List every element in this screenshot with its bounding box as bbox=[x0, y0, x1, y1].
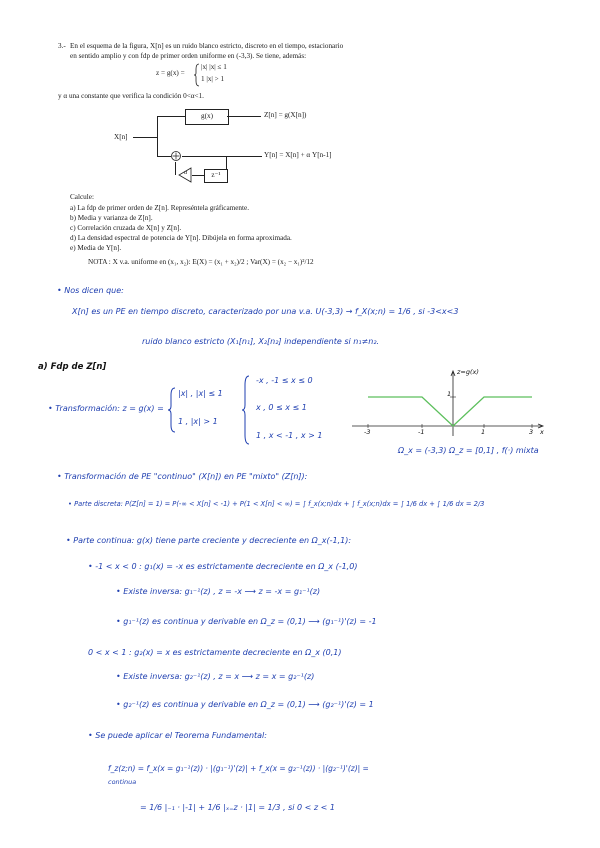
item-c: c) Correlación cruzada de X[n] y Z[n]. bbox=[70, 224, 182, 232]
case-b2: x , 0 ≤ x ≤ 1 bbox=[256, 403, 307, 412]
item-b: b) Media y varianza de Z[n]. bbox=[70, 214, 153, 222]
item-a: a) La fdp de primer orden de Z[n]. Represéntela gráficamente. bbox=[70, 204, 249, 212]
graph-tick-3: 3 bbox=[529, 428, 534, 436]
case-a2: 1 , |x| > 1 bbox=[178, 417, 218, 426]
problem-line-3: y α una constante que verifica la condición 0<α<1. bbox=[58, 92, 204, 100]
transfer-text: • Transformación de PE "continuo" (X[n]) en PE "mixto" (Z[n]): bbox=[57, 472, 308, 481]
output-2-label: Y[n] = X[n] + α Y[n-1] bbox=[264, 151, 332, 159]
case1-head: • -1 < x < 0 : g₁(x) = -x es estrictamente decreciente en Ω_x (-1,0) bbox=[88, 562, 358, 571]
nota: NOTA : X v.a. uniforme en (x₁, x₂): E(X) = (x₁ + x₂)/2 ; Var(X) = (x₂ − x₁)²/12 bbox=[88, 258, 314, 266]
transform-label: • Transformación: z = g(x) = bbox=[48, 404, 164, 413]
input-label: X[n] bbox=[114, 133, 128, 141]
gfunc-lhs: z = g(x) = bbox=[156, 69, 185, 77]
domains: Ω_x = (-3,3) Ω_z = [0,1] , f(·) mixta bbox=[398, 446, 539, 455]
item-e: e) Media de Y[n]. bbox=[70, 244, 122, 252]
case2-inverse: • Existe inversa: g₂⁻¹(z) , z = x ⟶ z = x = g₂⁻¹(z) bbox=[116, 672, 315, 681]
graph-tick-m3: -3 bbox=[364, 428, 371, 436]
problem-line-1: En el esquema de la figura, X[n] es un ruido blanco estricto, discreto en el tiempo, estacionario bbox=[70, 42, 344, 50]
graph-tick-m1: -1 bbox=[418, 428, 425, 436]
x-description: X[n] es un PE en tiempo discreto, caracterizado por una v.a. U(-3,3) → f_X(x;n) = 1/6 , si -3<x<3 bbox=[72, 307, 459, 316]
graph-ylabel: z=g(x) bbox=[457, 368, 479, 376]
problem-line-2: en sentido amplio y con fdp de primer orden uniforme en (-3,3). Se tiene, además: bbox=[70, 52, 307, 60]
brace-b bbox=[242, 375, 250, 445]
adder-node bbox=[170, 150, 182, 162]
case2-head: 0 < x < 1 : g₂(x) = x es estrictamente decreciente en Ω_x (0,1) bbox=[88, 648, 342, 657]
alpha-label: α bbox=[184, 170, 188, 176]
part-a-heading: a) Fdp de Z[n] bbox=[38, 362, 107, 372]
graph-tick-y1: 1 bbox=[447, 390, 452, 398]
problem-number: 3.- bbox=[58, 42, 66, 50]
fz-result: = 1/6 |₋₁ · |-1| + 1/6 |ₓ₌z · |1| = 1/3 , si 0 < z < 1 bbox=[140, 803, 335, 812]
item-d: d) La densidad espectral de potencia de Y[n]. Dibújela en forma aproximada. bbox=[70, 234, 292, 242]
x-description-2: ruido blanco estricto (X₁[n₁], X₂[n₂] independiente si n₁≠n₂. bbox=[142, 337, 380, 346]
block-diagram bbox=[108, 106, 378, 186]
calcule-label: Calcule: bbox=[70, 193, 94, 201]
delay-block: z⁻¹ bbox=[204, 169, 228, 183]
discrete-part: • Parte discreta: P(Z[n] = 1) = P(-∞ < X[n] < -1) + P(1 < X[n] < ∞) = ∫ f_x(x;n)dx + ∫ f_x(x;n)dx = ∫ 1/6 dx + ∫ 1/6 dx = 2/3 bbox=[68, 500, 485, 508]
case1-inverse: • Existe inversa: g₁⁻¹(z) , z = -x ⟶ z = -x = g₁⁻¹(z) bbox=[116, 587, 321, 596]
g-block: g(x) bbox=[185, 109, 229, 125]
case-b1: -x , -1 ≤ x ≤ 0 bbox=[256, 376, 313, 385]
case2-derivative: • g₂⁻¹(z) es continua y derivable en Ω_z = (0,1) ⟶ (g₂⁻¹)'(z) = 1 bbox=[116, 700, 374, 709]
gfunc-brace bbox=[194, 63, 200, 87]
graph-xlabel: x bbox=[540, 428, 544, 436]
problem-statement bbox=[58, 42, 378, 274]
theorem-text: • Se puede aplicar el Teorema Fundamental: bbox=[88, 731, 267, 740]
gfunc-case-2: 1 |x| > 1 bbox=[201, 75, 225, 83]
output-1-label: Z[n] = g(X[n]) bbox=[264, 111, 307, 119]
fz-note: continua bbox=[108, 778, 137, 786]
case-b3: 1 , x < -1 , x > 1 bbox=[256, 431, 323, 440]
intro-text: • Nos dicen que: bbox=[57, 286, 124, 295]
continuous-part: • Parte continua: g(x) tiene parte creciente y decreciente en Ω_x(-1,1): bbox=[66, 536, 352, 545]
g-graph bbox=[350, 368, 550, 438]
fz-formula: f_z(z;n) = f_x(x = g₁⁻¹(z)) · |(g₁⁻¹)'(z)| + f_x(x = g₂⁻¹(z)) · |(g₂⁻¹)'(z)| = bbox=[108, 764, 369, 773]
graph-tick-1: 1 bbox=[481, 428, 486, 436]
case-a1: |x| , |x| ≤ 1 bbox=[178, 389, 223, 398]
case1-derivative: • g₁⁻¹(z) es continua y derivable en Ω_z = (0,1) ⟶ (g₁⁻¹)'(z) = -1 bbox=[116, 617, 377, 626]
gfunc-case-1: |x| |x| ≤ 1 bbox=[201, 63, 227, 71]
brace-a bbox=[168, 387, 176, 433]
